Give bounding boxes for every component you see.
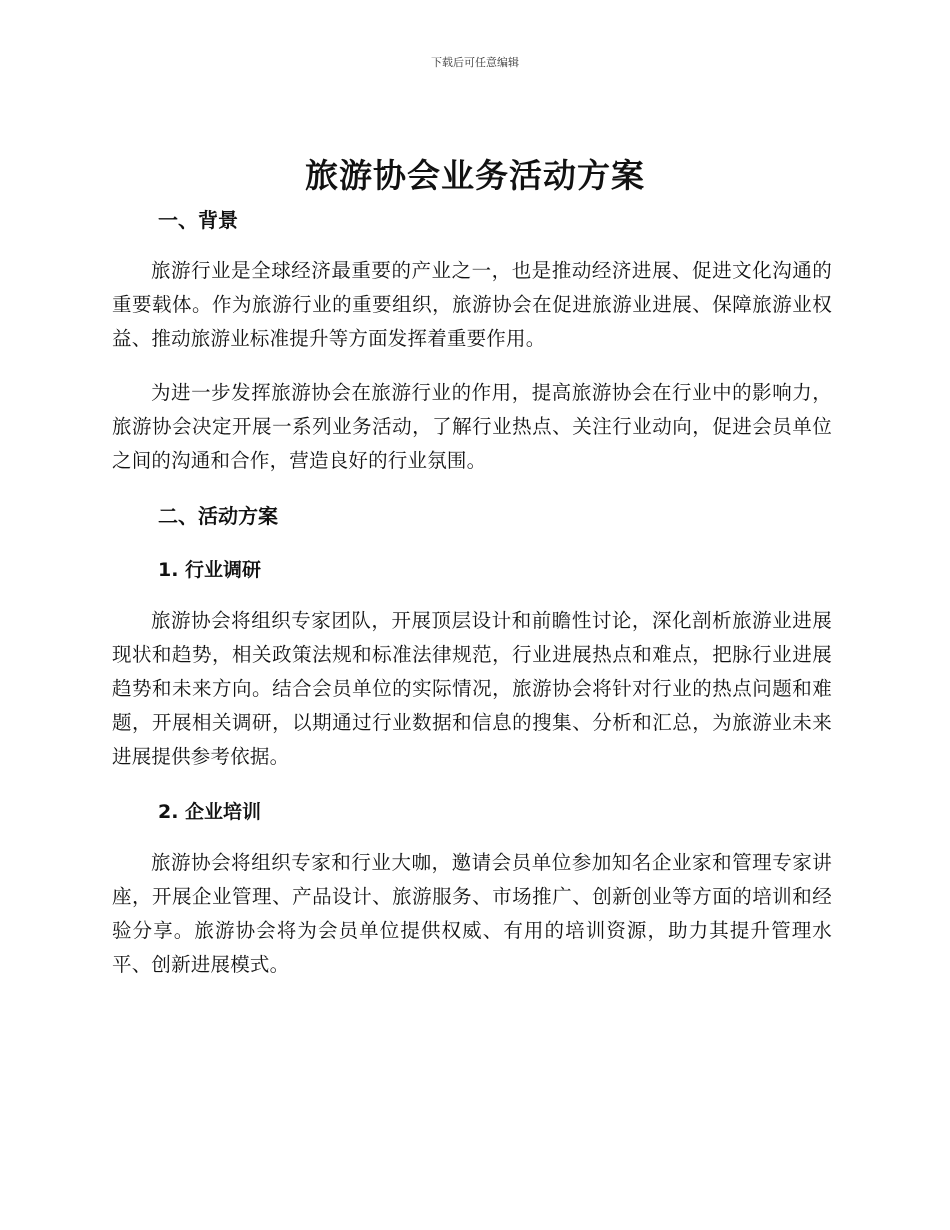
subsection-heading-research: 1. 行业调研 (158, 559, 262, 581)
section-heading-background: 一、背景 (158, 208, 238, 232)
paragraph: 为进一步发挥旅游协会在旅游行业的作用，提高旅游协会在行业中的影响力，旅游协会决定开展一系列业务活动，了解行业热点、关注行业动向，促进会员单位之间的沟通和合作，营造良好的行业氛围。 (112, 381, 832, 472)
paragraph: 旅游协会将组织专家团队，开展顶层设计和前瞻性讨论，深化剖析旅游业进展现状和趋势，相关政策法规和标准法律规范，行业进展热点和难点，把脉行业进展趋势和未来方向。结合会员单位的实际情况，旅游协会将针对行业的热点问题和难题，开展相关调研，以期通过行业数据和信息的搜集、分析和汇总，为旅游业未来进展提供参考依据。 (112, 609, 832, 768)
subsection-heading-training: 2. 企业培训 (158, 801, 262, 823)
page-header: 下载后可任意编辑 (431, 56, 519, 69)
document-body (112, 204, 832, 982)
paragraph: 旅游行业是全球经济最重要的产业之一，也是推动经济进展、促进文化沟通的重要载体。作为旅游行业的重要组织，旅游协会在促进旅游业进展、保障旅游业权益、推动旅游业标准提升等方面发挥着重要作用。 (112, 259, 832, 350)
section-heading-plan: 二、活动方案 (158, 504, 278, 528)
document-title: 旅游协会业务活动方案 (305, 156, 645, 195)
paragraph: 旅游协会将组织专家和行业大咖，邀请会员单位参加知名企业家和管理专家讲座，开展企业管理、产品设计、旅游服务、市场推广、创新创业等方面的培训和经验分享。旅游协会将为会员单位提供权威、有用的培训资源，助力其提升管理水平、创新进展模式。 (112, 851, 832, 976)
